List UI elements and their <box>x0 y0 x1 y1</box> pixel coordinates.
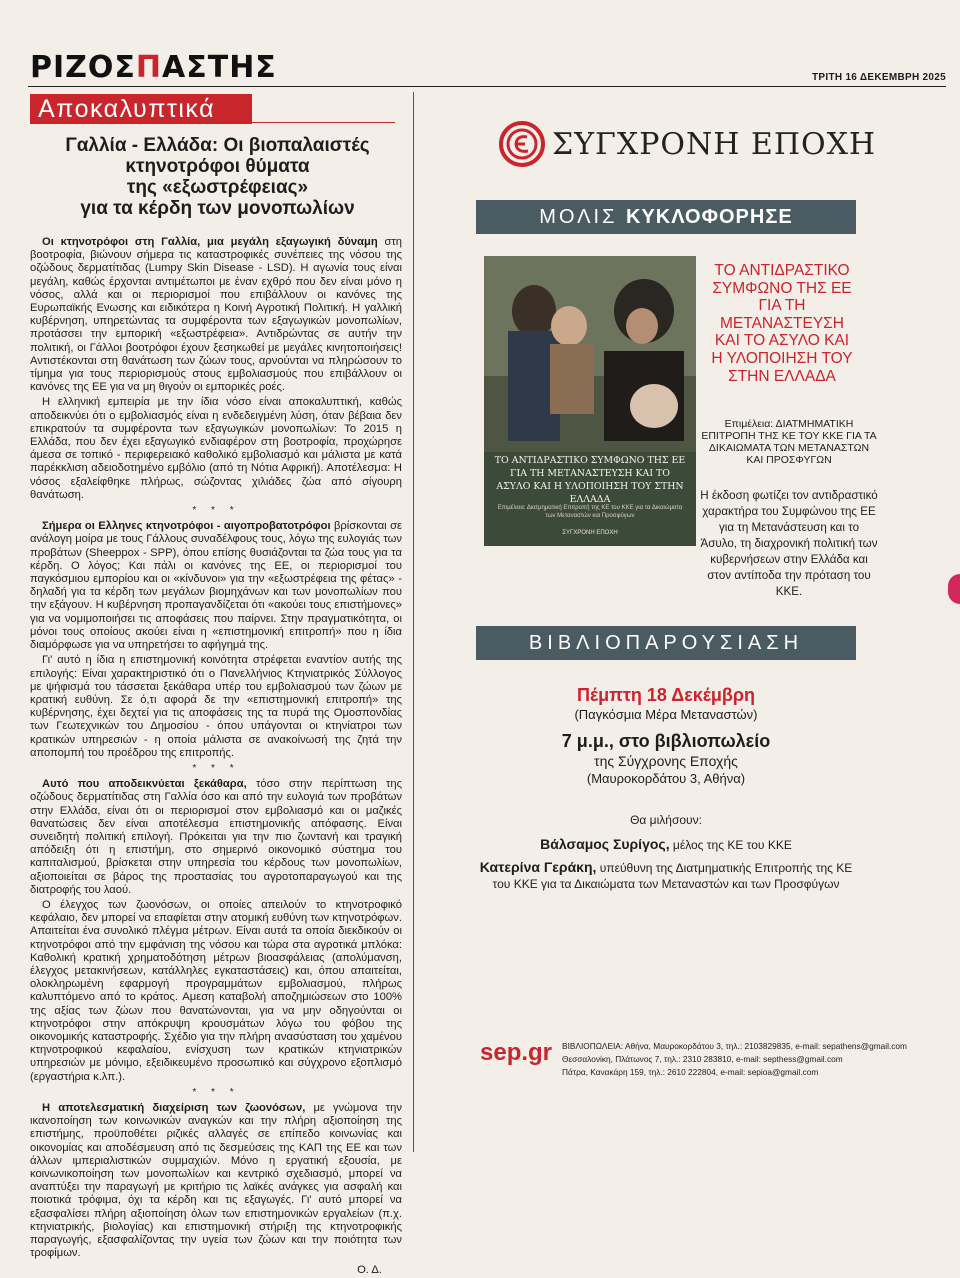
headline-line: για τα κέρδη των μονοπωλίων <box>80 198 355 219</box>
event-note: (Παγκόσμια Μέρα Μεταναστών) <box>574 707 758 722</box>
rubric-rule <box>252 122 395 123</box>
speakers-label: Θα μιλήσουν: <box>630 813 702 827</box>
book-title: ΤΟ ΑΝΤΙΔΡΑΣΤΙΚΟ ΣΥΜΦΩΝΟ ΤΗΣ ΕΕ ΓΙΑ ΤΗ ΜΕΤΑΝΑΣΤΕΥΣΗ ΚΑΙ ΤΟ ΑΣΥΛΟ ΚΑΙ Η ΥΛΟΠΟΙΗΣΗ ΤΟΥ ΣΤΗΝ ΕΛΛΑΔΑ <box>494 455 686 505</box>
book-headline-line: ΤΟ ΑΝΤΙΔΡΑΣΤΙΚΟ <box>714 262 850 279</box>
section-separator: * * * <box>192 1086 240 1098</box>
speaker: Βάλσαμος Συρίγος, μέλος της ΚΕ του ΚΚΕ <box>540 836 792 852</box>
event-time: 7 μ.μ., στο βιβλιοπωλείο <box>561 731 771 751</box>
site-link[interactable]: sep.gr <box>480 1039 553 1066</box>
header-rule <box>28 86 946 87</box>
bookstore-addresses <box>480 1040 907 1079</box>
book-headline-line: Η ΥΛΟΠΟΙΗΣΗ ΤΟΥ <box>711 349 853 367</box>
masthead-logo: ΡΙΖΟΣΠΑΣΤΗΣ <box>30 50 277 85</box>
speakers-list <box>476 812 856 898</box>
publisher-brand <box>498 120 876 168</box>
headline-line: Γαλλία - Ελλάδα: Οι βιοπαλαιστές <box>65 135 370 156</box>
publisher-name: ΣΥΓΧΡΟΝΗ ΕΠΟΧΗ <box>552 126 877 162</box>
paragraph: Σήμερα οι Ελληνες κτηνοτρόφοι - αιγοπροβατοτρόφοι βρίσκονται σε ανάλογη μοίρα με τους Γάλλους συναδέλφους τους, λόγω της ευλογιάς των προβάτων (Sheeppox - SPP), όπου επίσης θυσιάζονται τα ζώα τους για τα κέρδη. Ο λόγος; Και πάλι οι κανόνες της ΕΕ, οι περιορισμοί του παγκόσμιου εμπορίου και οι «κίνδυνοι» για την «εξωστρέφεια της φέτας» - δηλαδή για τα κέρδη των μεγάλων βιομηχάνων και των μονοπωλίων που την εξάγουν. Η κυβέρνηση προπαγανδίζεται ότι «ακούει τους επιστήμονες» για να νομιμοποιήσει τις αποφάσεις που παίρνει. Στην πραγματικότητα, οι μόνοι τους οποίους ακούει είναι η «επιστημονική επιτροπή» που η ίδια διαμόρφωσε για να υπηρετήσει το αφήγημά της. <box>30 520 402 652</box>
event-place: της Σύγχρονης Εποχής <box>594 753 738 769</box>
section-rubric: Αποκαλυπτικά <box>30 94 252 124</box>
paragraph: Αυτό που αποδεικνύεται ξεκάθαρα, τόσο στην περίπτωση της οζώδους δερματίτιδας στη Γαλλία όσο και από την ευλογιά των προβάτων στην Ελλάδα, είναι ότι οι περιορισμοί στον εμβολιασμό και οι μαζικές θανατώσεις δεν είναι αποτέλεσμα επιστημονικής απόφασης. Είναι συνειδητή πολιτική επιλογή. Πρόκειται για την πιο ζωντανή και τραγική απόδειξη ότι η επιστήμη, στο σημερινό οικονομικό σύστημα του καπιταλισμού, βρίσκεται στην υπηρεσία του κέρδους των μονοπωλίων, αξιοποιείται σε βάρος της προστασίας του αγροτοπαραγωγού και της διατροφής του λαού. <box>30 778 402 896</box>
book-presentation-banner: ΒΙΒΛΙΟΠΑΡΟΥΣΙΑΣΗ <box>476 626 856 660</box>
book-subtitle: Επιμέλεια: Διατμηματική Επιτροπή της ΚΕ του ΚΚΕ για τα Δικαιώματα των Μεταναστών και Προσφύγων <box>497 505 683 519</box>
article-body <box>30 236 402 1278</box>
event-date: Πέμπτη 18 Δεκέμβρη <box>576 685 756 705</box>
book-headline-line: ΜΕΤΑΝΑΣΤΕΥΣΗ <box>720 314 844 332</box>
paragraph: Γι' αυτό η ίδια η επιστημονική κοινότητα στρέφεται εναντίον αυτής της επιλογής: Είναι χαρακτηριστικό ότι ο Πανελλήνιος Κτηνιατρικός Σύλλογος με ψήφισμά του τάσσεται ξεκάθαρα υπέρ του εμβολιασμού των ζώων με κρατική ευθύνη. Σε ό,τι αφορά δε την «επιστημονική επιτροπή» της κυβέρνησης, έχει δεχτεί για τις αποφάσεις της τα πυρά της Ομοσπονδίας των Γεωτεχνικών του Δημοσίου - όπου υπάγονται οι κτηνίατροι των κρατικών υπηρεσιών - η οποία μάλιστα σε ανακοίνωσή της ζητά την αποπομπή του προέδρου της επιτροπής. <box>30 654 402 759</box>
book-headline-line: ΣΥΜΦΩΝΟ ΤΗΣ ΕΕ <box>712 279 852 297</box>
page-edge-tab <box>948 574 960 604</box>
book-headline-line: ΣΤΗΝ ΕΛΛΑΔΑ <box>728 367 836 385</box>
headline-line: της «εξωστρέφειας» <box>126 177 309 198</box>
book-headline-line: ΓΙΑ ΤΗ <box>758 297 806 315</box>
issue-date: ΤΡΙΤΗ 16 ΔΕΚΕΜΒΡΗ 2025 <box>811 72 946 83</box>
author-signature: Ο. Δ. <box>357 1264 382 1277</box>
new-release-banner: ΜΟΛΙΣ ΚΥΚΛΟΦΟΡΗΣΕ <box>476 200 856 234</box>
book-description: Η έκδοση φωτίζει τον αντιδραστικό χαρακτήρα του Συμφώνου της ΕΕ για τη Μετανάστευση και το Άσυλο, τη διαχρονική πολιτική των κυβερνήσεων στην Ελλάδα και στον αντίποδα την πρόταση του ΚΚΕ. <box>700 489 878 598</box>
address-line: Θεσσαλονίκη, Πλάτωνος 7, τηλ.: 2310 283810, e-mail: septhess@gmail.com <box>562 1054 843 1064</box>
paragraph: Η ελληνική εμπειρία με την ίδια νόσο είναι αποκαλυπτική, καθώς αποδεικνύει ότι ο εμβολιασμός είναι η ενδεδειγμένη λύση, όταν βέβαια δεν επικρατούν τα συμφέροντα των εξαγωγικών μονοπωλίων: Το 2015 η Ελλάδα, που δεν έχει εξαγωγικό ενδιαφέρον στη βοοτροφία, προχώρησε άμεσα σε τοπικό - περιφερειακό καθολικό εμβολιασμό και μάλιστα με κατά παρέκκλιση αδειοδοτημένο εμβόλιο (από τη Νότια Αφρική). Αποτέλεσμα: Η νόσος εξαλείφθηκε πλήρως, σώζοντας χιλιάδες ζώα από σίγουρη θανάτωση. <box>30 396 402 501</box>
section-separator: * * * <box>192 505 240 517</box>
address-line: ΒΙΒΛΙΟΠΩΛΕΙΑ: Αθήνα, Μαυροκορδάτου 3, τηλ.: 2103829835, e-mail: sepathens@gmail.com <box>562 1041 907 1051</box>
book-editor: Επιμέλεια: ΔΙΑΤΜΗΜΑΤΙΚΗ ΕΠΙΤΡΟΠΗ ΤΗΣ ΚΕ ΤΟΥ ΚΚΕ ΓΙΑ ΤΑ ΔΙΚΑΙΩΜΑΤΑ ΤΩΝ ΜΕΤΑΝΑΣΤΩΝ ΚΑΙ ΠΡΟΣΦΥΓΩΝ <box>701 418 877 466</box>
headline-line: κτηνοτρόφοι θύματα <box>125 156 310 177</box>
section-separator: * * * <box>192 762 240 774</box>
event-address: (Μαυροκορδάτου 3, Αθήνα) <box>586 771 746 786</box>
event-details <box>476 684 856 788</box>
book-cover-photo <box>484 256 696 452</box>
speaker: Κατερίνα Γεράκη, υπεύθυνη της Διατμηματικής Επιτροπής της ΚΕ του ΚΚΕ για τα Δικαιώματα των Μεταναστών και των Προσφύγων <box>479 859 853 891</box>
address-line: Πάτρα, Κανακάρη 159, τηλ.: 2610 222804, e-mail: sepioa@gmail.com <box>562 1067 819 1077</box>
column-divider <box>413 92 414 1152</box>
publisher-logo-icon <box>498 120 546 168</box>
article-headline <box>40 135 395 219</box>
book-publisher: ΣΥΓΧΡΟΝΗ ΕΠΟΧΗ <box>562 530 618 536</box>
book-cover <box>484 256 696 546</box>
book-headline <box>702 262 862 385</box>
paragraph: Οι κτηνοτρόφοι στη Γαλλία, μια μεγάλη εξαγωγική δύναμη στη βοοτροφία, βιώνουν σήμερα τις καταστροφικές συνέπειες της νόσου της οζώδους δερματίτιδας (Lumpy Skin Disease - LSD). Η αγωνία τους είναι μεγάλη, καθώς έρχονται αντιμέτωποι με έναν εχθρό που δεν είναι μόνο η νόσος, αλλά και οι περιορισμοί που επιβάλλουν οι κανόνες της Ευρωπαϊκής Ενωσης και ειδικότερα η Κοινή Αγροτική Πολιτική. Η γαλλική κυβέρνηση, υπηρετώντας τα συμφέροντα των εξαγωγικών μονοπωλίων, προτάσσει την εμπορική «εξωστρέφεια». Αντιδρώντας σε αυτήν την πολιτική, οι Γάλλοι βοοτρόφοι έχουν ξεσηκωθεί με μεγάλες κινητοποιήσεις! Αντιστέκονται στη θανάτωση των ζώων τους, αρνούνται να πληρώσουν το τίμημα για τους περιορισμούς στους εμβολιασμούς που επιβάλλουν οι κανόνες της ΕΕ για να μη θιγούν οι εμπορικές ροές. <box>30 236 403 394</box>
paragraph: Η αποτελεσματική διαχείριση των ζωονόσων, με γνώμονα την ικανοποίηση των κοινωνικών αναγκών και την πλήρη αξιοποίηση της επιστήμης, προϋποθέτει ριζικές αλλαγές σε επίπεδο κοινωνίας και οικονομίας και αποδέσμευση από τις δεσμεύσεις της ΚΑΠ της ΕΕ και των άλλων ιμπεριαλιστικών συμμαχιών. Μόνο η εργατική εξουσία, με κοινωνικοποίηση των μονοπωλίων και κεντρικό σχεδιασμό, μπορεί να αναπτύξει την παραγωγή με κριτήριο τις λαϊκές ανάγκες για ασφαλή και ποιοτικά τρόφιμα, όχι τα κέρδη και τις εξαγωγές. Γι' αυτό μπορεί να εξασφαλίσει πλήρη αξιοποίηση όλων των επιστημονικών εργαλείων (π.χ. κτηνιατρικής, βιολογίας) και επιστημονική στήριξη της κτηνοτροφικής παραγωγής, εξασφαλίζοντας την υγεία των ζώων και την ποιότητα των τροφίμων. <box>30 1102 402 1260</box>
book-headline-line: ΚΑΙ ΤΟ ΑΣΥΛΟ ΚΑΙ <box>714 332 850 350</box>
paragraph: Ο έλεγχος των ζωονόσων, οι οποίες απειλούν το κτηνοτροφικό κεφάλαιο, δεν μπορεί να επαφίεται στην ατομική ευθύνη των κτηνοτρόφων. Απαιτείται ένα συνολικό πλέγμα μέτρων. Είναι αυτά τα οποία διεκδικούν οι κτηνοτρόφοι από την εμφάνιση της νόσου και τώρα στα αγροτικά μπλόκα: Καθολική κρατική χρηματοδότηση μέτρων βιοασφάλειας (απολύμανση, έλεγχος μετακινήσεων, κατάλληλες εγκαταστάσεις) και, όπου απαιτείται, ολοκληρωμένη εφαρμογή προγραμμάτων εμβολιασμού, πλήρως καλυπτόμενο από το κράτος. Αμεση καταβολή αποζημιώσεων στο 100% της αξίας των ζώων που θανατώνονται, για να μην οδηγούνται οι κτηνοτρόφοι στην απόκρυψη κρουσμάτων λόγω του φόβου της οικονομικής καταστροφής. Σχέδιο για την πλήρη ανασύσταση του χαμένου κτηνοτροφικού κεφαλαίου, ενίσχυση των κρατικών κτηνιατρικών υπηρεσιών με μόνιμο, εξειδικευμένο προσωπικό και σύγχρονο εξοπλισμό (εργαστήρια κ.λπ.). <box>30 898 402 1083</box>
